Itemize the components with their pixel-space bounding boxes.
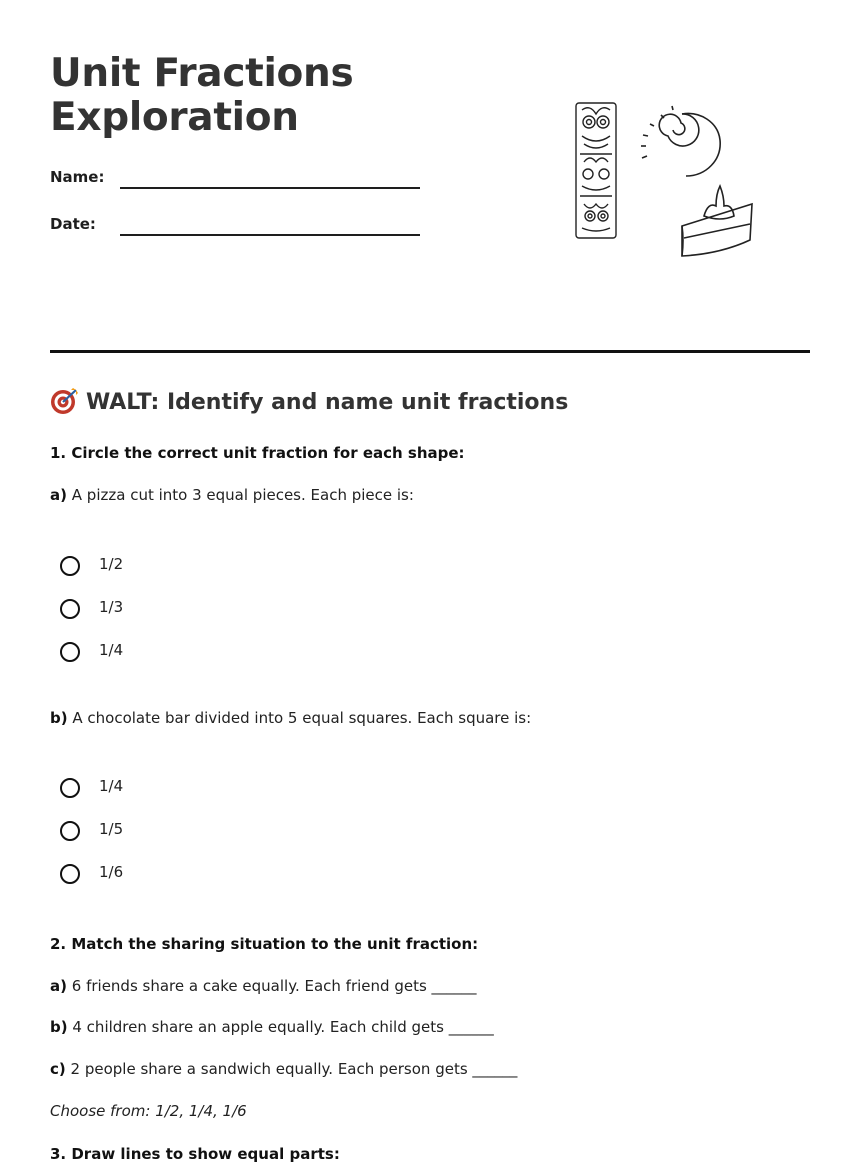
q2c-item [50, 1060, 517, 1078]
radio-circle[interactable] [60, 642, 80, 662]
q2b-label: b) [50, 1018, 68, 1036]
option-label: 1/4 [99, 641, 124, 659]
option-label: 1/2 [99, 555, 124, 573]
q1a-option-1[interactable] [60, 556, 360, 580]
q2c-text: 2 people share a sandwich equally. Each person gets ______ [70, 1060, 518, 1078]
page-title [50, 52, 353, 140]
name-label: Name: [50, 168, 105, 186]
date-label: Date: [50, 215, 96, 233]
target-dart-icon [50, 387, 80, 415]
radio-circle[interactable] [60, 556, 80, 576]
q2a-item [50, 977, 477, 995]
name-input-line[interactable] [120, 187, 420, 189]
q1a-text: A pizza cut into 3 equal pieces. Each piece is: [71, 486, 414, 504]
q2-choices: Choose from: 1/2, 1/4, 1/6 [50, 1102, 247, 1120]
q2-heading: 2. Match the sharing situation to the unit fraction: [50, 935, 479, 953]
illustration-svg [570, 96, 766, 264]
q1a-label: a) [50, 486, 67, 504]
q2a-text: 6 friends share a cake equally. Each friend gets ______ [71, 977, 477, 995]
header-divider [50, 350, 810, 353]
option-label: 1/6 [99, 863, 124, 881]
walt-text: WALT: Identify and name unit fractions [86, 390, 569, 415]
q2c-label: c) [50, 1060, 66, 1078]
option-label: 1/3 [99, 598, 124, 616]
q1b-option-1[interactable] [60, 778, 360, 802]
header-illustration [570, 96, 766, 264]
carved-pou-icon [576, 103, 616, 238]
q2a-label: a) [50, 977, 67, 995]
title-line-2: Exploration [50, 95, 299, 140]
q1b-text: A chocolate bar divided into 5 equal squares. Each square is: [72, 709, 532, 727]
q1a-prompt [50, 486, 414, 504]
q1-heading: 1. Circle the correct unit fraction for each shape: [50, 444, 465, 462]
radio-circle[interactable] [60, 778, 80, 798]
q2b-item [50, 1018, 494, 1036]
walt-heading [50, 386, 568, 420]
q1a-option-3[interactable] [60, 642, 360, 666]
q1a-option-2[interactable] [60, 599, 360, 623]
date-field[interactable] [50, 209, 420, 239]
q1b-label: b) [50, 709, 68, 727]
pie-slice-icon [682, 186, 752, 256]
q1b-option-2[interactable] [60, 821, 360, 845]
option-label: 1/5 [99, 820, 124, 838]
radio-circle[interactable] [60, 864, 80, 884]
koru-spiral-icon [641, 106, 720, 176]
worksheet-page [50, 0, 810, 1161]
q3-heading: 3. Draw lines to show equal parts: [50, 1145, 340, 1163]
radio-circle[interactable] [60, 821, 80, 841]
q1b-prompt [50, 709, 531, 727]
option-label: 1/4 [99, 777, 124, 795]
q2b-text: 4 children share an apple equally. Each child gets ______ [72, 1018, 494, 1036]
q1b-option-3[interactable] [60, 864, 360, 888]
title-line-1: Unit Fractions [50, 51, 354, 96]
radio-circle[interactable] [60, 599, 80, 619]
date-input-line[interactable] [120, 234, 420, 236]
name-field[interactable] [50, 162, 420, 192]
